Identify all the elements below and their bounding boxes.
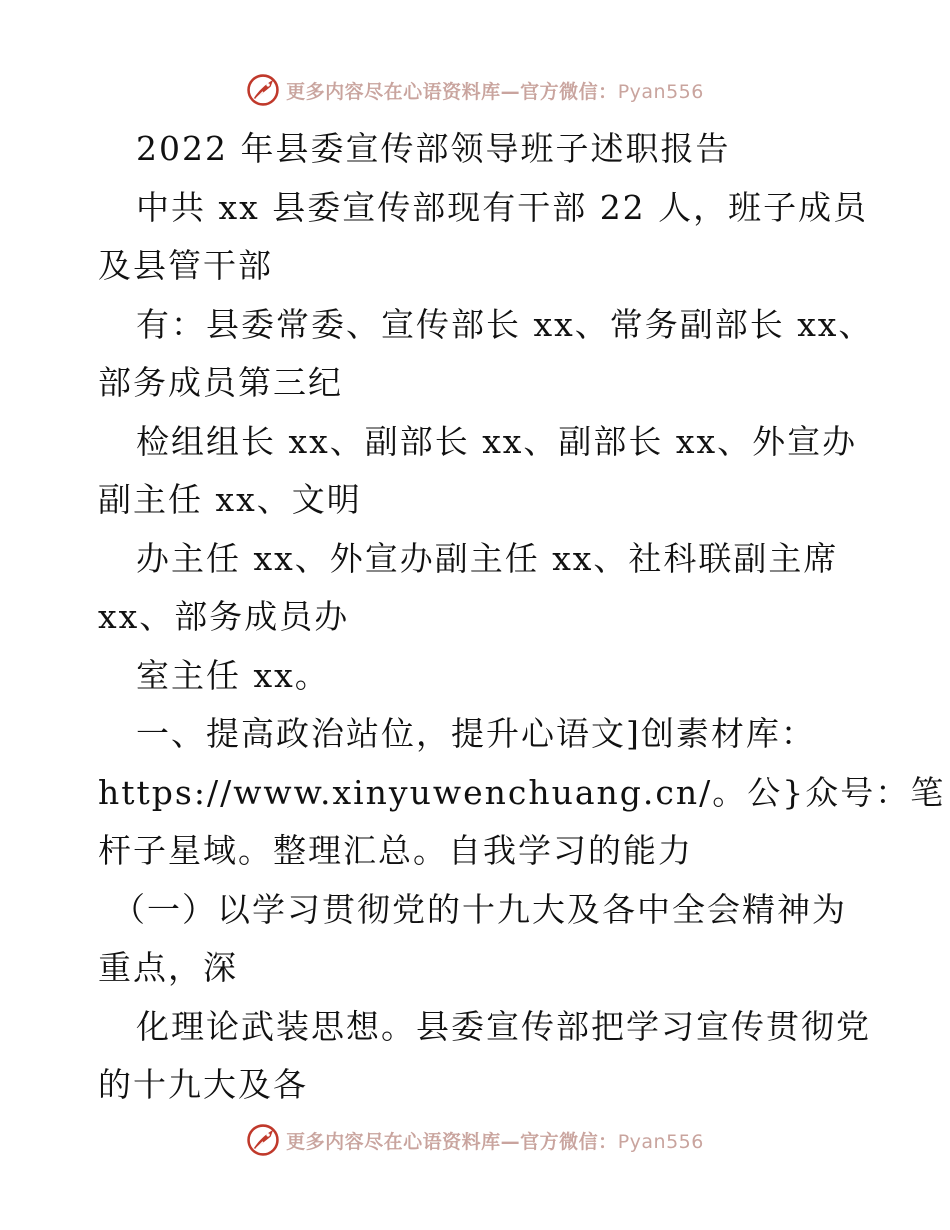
footer-banner-text [286, 1127, 704, 1154]
paragraph-line: 办主任 xx、外宣办副主任 xx、社科联副主席 [136, 538, 839, 578]
pen-logo-icon [246, 1123, 280, 1157]
footer-banner-content [246, 1123, 704, 1157]
paragraph-line: 有：县委常委、宣传部长 xx、常务副部长 xx、 [136, 304, 874, 344]
header-banner-main: 更多内容尽在心语资料库 [286, 80, 501, 103]
header-banner-wechat-id: Pyan556 [617, 80, 704, 103]
paragraph-line: 及县管干部 [98, 246, 273, 285]
document-body [98, 120, 946, 1115]
header-banner-content [246, 73, 704, 107]
paragraph-line: 检组组长 xx、副部长 xx、副部长 xx、外宣办 [136, 421, 858, 461]
footer-banner [0, 1120, 950, 1160]
subsection-heading: （一）以学习贯彻党的十九大及各中全会精神为 [112, 889, 847, 929]
paragraph-line: 重点，深 [98, 948, 238, 987]
paragraph-line: 的十九大及各 [98, 1065, 308, 1104]
header-banner-text [286, 77, 704, 104]
footer-banner-main: 更多内容尽在心语资料库 [286, 1130, 501, 1153]
paragraph-line: 中共 xx 县委宣传部现有干部 22 人，班子成员 [136, 187, 869, 227]
paragraph-line: 室主任 xx。 [136, 655, 330, 695]
header-banner-dash: — [500, 80, 521, 103]
pen-logo-icon [246, 73, 280, 107]
paragraph-line: 副主任 xx、文明 [98, 480, 362, 519]
header-banner [0, 70, 950, 110]
paragraph-line: 部务成员第三纪 [98, 363, 343, 402]
paragraph-line: 化理论武装思想。县委宣传部把学习宣传贯彻党 [136, 1006, 871, 1046]
section-heading: 一、提高政治站位，提升心语文]创素材库： [136, 714, 816, 753]
paragraph-line: 杆子星域。整理汇总。自我学习的能力 [98, 831, 693, 870]
paragraph-line: xx、部务成员办 [98, 597, 350, 636]
footer-banner-dash: — [500, 1130, 521, 1153]
document-title: 2022 年县委宣传部领导班子述职报告 [136, 129, 731, 168]
footer-banner-wechat-id: Pyan556 [617, 1130, 704, 1153]
header-banner-wechat-label: 官方微信： [520, 80, 618, 103]
paragraph-line: https://www.xinyuwenchuang.cn/。公}众号：笔 [98, 772, 946, 812]
footer-banner-wechat-label: 官方微信： [520, 1130, 618, 1153]
